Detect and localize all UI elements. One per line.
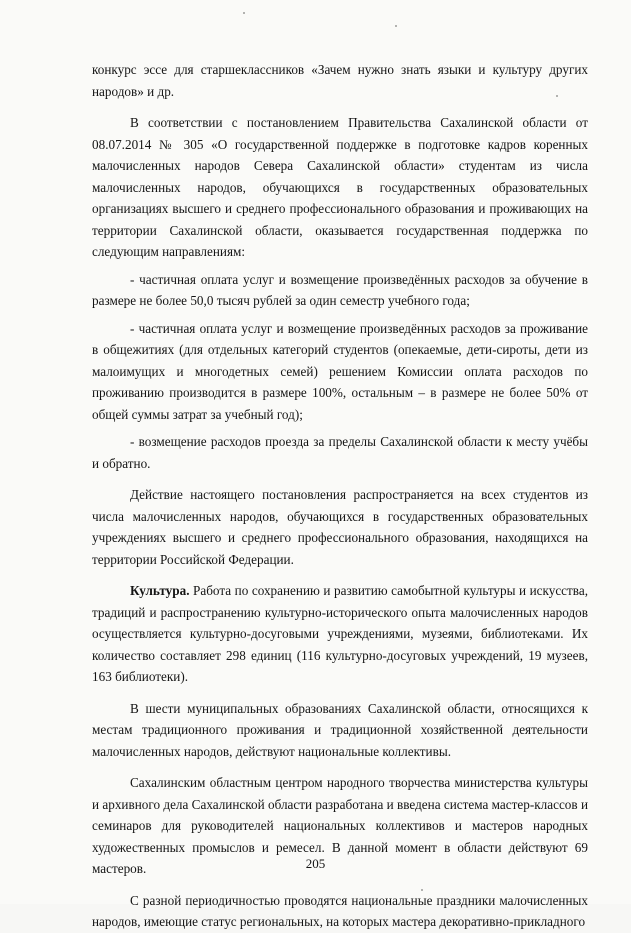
paragraph-1: конкурс эссе для старшеклассников «Зачем нужно знать языки и культуру других народов» и др. — [92, 62, 588, 99]
list-item-2: - частичная оплата услуг и возмещение произведённых расходов за проживание в общежитиях (для отдельных категорий студентов (опекаемые, дети-сироты, дети из малоимущих и многодетных семей) решением Комиссии оплата расходов по проживанию производится в размере 100%, остальным – в размере не более 50% от общей суммы затрат за учебный год); — [92, 320, 588, 422]
paragraph-2: В соответствии с постановлением Правительства Сахалинской области от 08.07.2014 № 305 «О государственной поддержке в подготовке кадров коренных малочисленных народов Севера Сахалинской области» студентам из числа малочисленных народов, обучающихся в государственных образовательных организациях высшего и среднего профессионального образования и проживающих на территории Сахалинской области, оказывается государственная поддержка по следующим направлениям: — [92, 115, 588, 259]
paragraph-5: В шести муниципальных образованиях Сахалинской области, относящихся к местам традиционного проживания и традиционной хозяйственной деятельности малочисленных народов, действуют национальные коллективы. — [92, 700, 588, 759]
list-item-1: - частичная оплата услуг и возмещение произведённых расходов за обучение в размере не более 50,0 тысяч рублей за один семестр учебного года; — [92, 271, 588, 308]
scan-speck — [421, 889, 423, 891]
body-text — [92, 59, 588, 933]
paragraph-7: С разной периодичностью проводятся национальные праздники малочисленных народов, имеющие статус региональных, на которых мастера декоративно-прикладного — [92, 892, 588, 929]
list-item-3: - возмещение расходов проезда за пределы Сахалинской области к месту учёбы и обратно. — [92, 434, 588, 471]
scan-speck — [395, 25, 397, 27]
scan-speck — [243, 12, 245, 14]
scan-speck — [556, 95, 558, 97]
paragraph-culture — [92, 580, 588, 688]
culture-heading: Культура. — [130, 583, 190, 598]
paragraph-3: Действие настоящего постановления распространяется на всех студентов из числа малочисленных народов, обучающихся в государственных образовательных учреждениях высшего и среднего профессионального образования, находящихся на территории Российской Федерации. — [92, 487, 588, 567]
culture-text: Работа по сохранению и развитию самобытной культуры и искусства, традиций и распространению культурно-исторического опыта малочисленных народов осуществляется культурно-досуговыми учреждениями, музеями, библиотеками. Их количество составляет 298 единиц (116 культурно-досуговых учреждений, 19 музеев, 163 библиотеки). — [92, 583, 588, 684]
paragraph-6: Сахалинским областным центром народного творчества министерства культуры и архивного дела Сахалинской области разработана и введена система мастер-классов и семинаров для руководителей национальных коллективов и мастеров народных художественных промыслов и ремесел. В данной момент в области действуют 69 мастеров. — [92, 775, 588, 876]
page-number: 205 — [305, 856, 326, 871]
